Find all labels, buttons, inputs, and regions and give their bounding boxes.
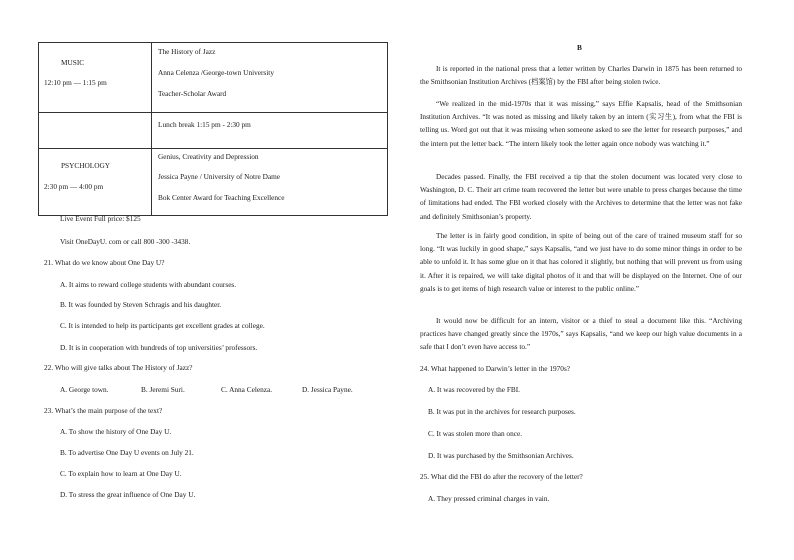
music-award: Teacher-Scholar Award: [158, 89, 227, 98]
table-divider: [39, 148, 387, 149]
schedule-table: [38, 42, 388, 216]
psychology-time: 2:30 pm — 4:00 pm: [44, 182, 104, 191]
psychology-subject: PSYCHOLOGY: [61, 161, 111, 170]
price-line: Live Event Full price: $125: [60, 214, 141, 223]
q22-option-b[interactable]: B. Jeremi Suri.: [141, 385, 185, 394]
table-column-divider: [151, 43, 152, 215]
music-subject: MUSIC: [61, 58, 85, 67]
passage-paragraph-5: It would now be difficult for an intern, visitor or a thief to steal a document like this. “Archiving practices have changed greatly since the 1970s,” says Kapsalis, “and we keep our high value documents in a safe that I don’t even have access to.”: [420, 316, 742, 352]
q21-option-a[interactable]: A. It aims to reward college students with abundant courses.: [60, 280, 237, 289]
q24-option-c[interactable]: C. It was stolen more than once.: [428, 429, 523, 438]
psychology-talk-title: Genius, Creativity and Depression: [158, 152, 259, 161]
lunch-break: Lunch break 1:15 pm - 2:30 pm: [158, 120, 251, 129]
q24-option-d[interactable]: D. It was purchased by the Smithsonian Archives.: [428, 451, 574, 460]
q21-option-c[interactable]: C. It is intended to help its participants get excellent grades at college.: [60, 321, 265, 330]
music-speaker: Anna Celenza /George-town University: [158, 68, 274, 77]
question-22: 22. Who will give talks about The History of Jazz?: [44, 363, 193, 372]
passage-paragraph-2: “We realized in the mid-1970s that it was missing,” says Effie Kapsalis, head of the Smithsonian Institution Archives. “It was noted as missing and likely taken by an intern (实习生), from what the FBI is telling us. Word got out that it was missing when someone asked to see the letter for research purposes,” and the intern put the letter back. “The intern likely took the letter again once nobody was watching it.”: [420, 99, 742, 148]
q22-option-c[interactable]: C. Anna Celenza.: [221, 385, 273, 394]
q24-option-b[interactable]: B. It was put in the archives for research purposes.: [428, 407, 576, 416]
table-divider: [39, 112, 387, 113]
passage-paragraph-3: Decades passed. Finally, the FBI received a tip that the stolen document was located very close to Washington, D. C. Their art crime team recovered the letter but were unable to press charges because the time of limitations had ended. The FBI worked closely with the Archives to determine that the letter was not fake and definitely Smithsonian’s property.: [420, 172, 742, 221]
music-time: 12:10 pm — 1:15 pm: [44, 78, 107, 87]
q23-option-b[interactable]: B. To advertise One Day U events on July 21.: [60, 448, 194, 457]
passage-paragraph-4: The letter is in fairly good condition, in spite of being out of the care of trained museum staff for so long. “It was luckily in good shape,” says Kapsalis, “and we just have to do some minor things in order to be able to unfold it. It has some glue on it that has colored it slightly, but nothing that will prevent us from using it. After it is repaired, we will take digital photos of it and that will be displayed on the Internet. One of our goals is to get items of high research value or interest to the public online.”: [420, 231, 742, 293]
passage-heading: B: [577, 43, 582, 52]
question-21: 21. What do we know about One Day U?: [44, 258, 165, 267]
psychology-award: Bok Center Award for Teaching Excellence: [158, 193, 285, 202]
q21-option-b[interactable]: B. It was founded by Steven Schragis and his daughter.: [60, 300, 222, 309]
question-23: 23. What’s the main purpose of the text?: [44, 406, 163, 415]
q22-option-d[interactable]: D. Jessica Payne.: [302, 385, 353, 394]
q23-option-c[interactable]: C. To explain how to learn at One Day U.: [60, 469, 182, 478]
question-24: 24. What happened to Darwin’s letter in the 1970s?: [420, 364, 571, 373]
psychology-speaker: Jessica Payne / University of Notre Dame: [158, 172, 280, 181]
q23-option-d[interactable]: D. To stress the great influence of One Day U.: [60, 490, 196, 499]
q22-option-a[interactable]: A. George town.: [60, 385, 109, 394]
question-25: 25. What did the FBI do after the recovery of the letter?: [420, 472, 583, 481]
q23-option-a[interactable]: A. To show the history of One Day U.: [60, 427, 172, 436]
q24-option-a[interactable]: A. It was recovered by the FBI.: [428, 385, 520, 394]
passage-paragraph-1: It is reported in the national press that a letter written by Charles Darwin in 1875 has been returned to the Smithsonian Institution Archives (档案馆) by the FBI after being stolen twice.: [420, 64, 742, 87]
visit-line: Visit OneDayU. com or call 800 -300 -3438.: [60, 237, 191, 246]
q21-option-d[interactable]: D. It is in cooperation with hundreds of top universities’ professors.: [60, 343, 258, 352]
q25-option-a[interactable]: A. They pressed criminal charges in vain.: [428, 494, 550, 503]
music-talk-title: The History of Jazz: [158, 47, 216, 56]
